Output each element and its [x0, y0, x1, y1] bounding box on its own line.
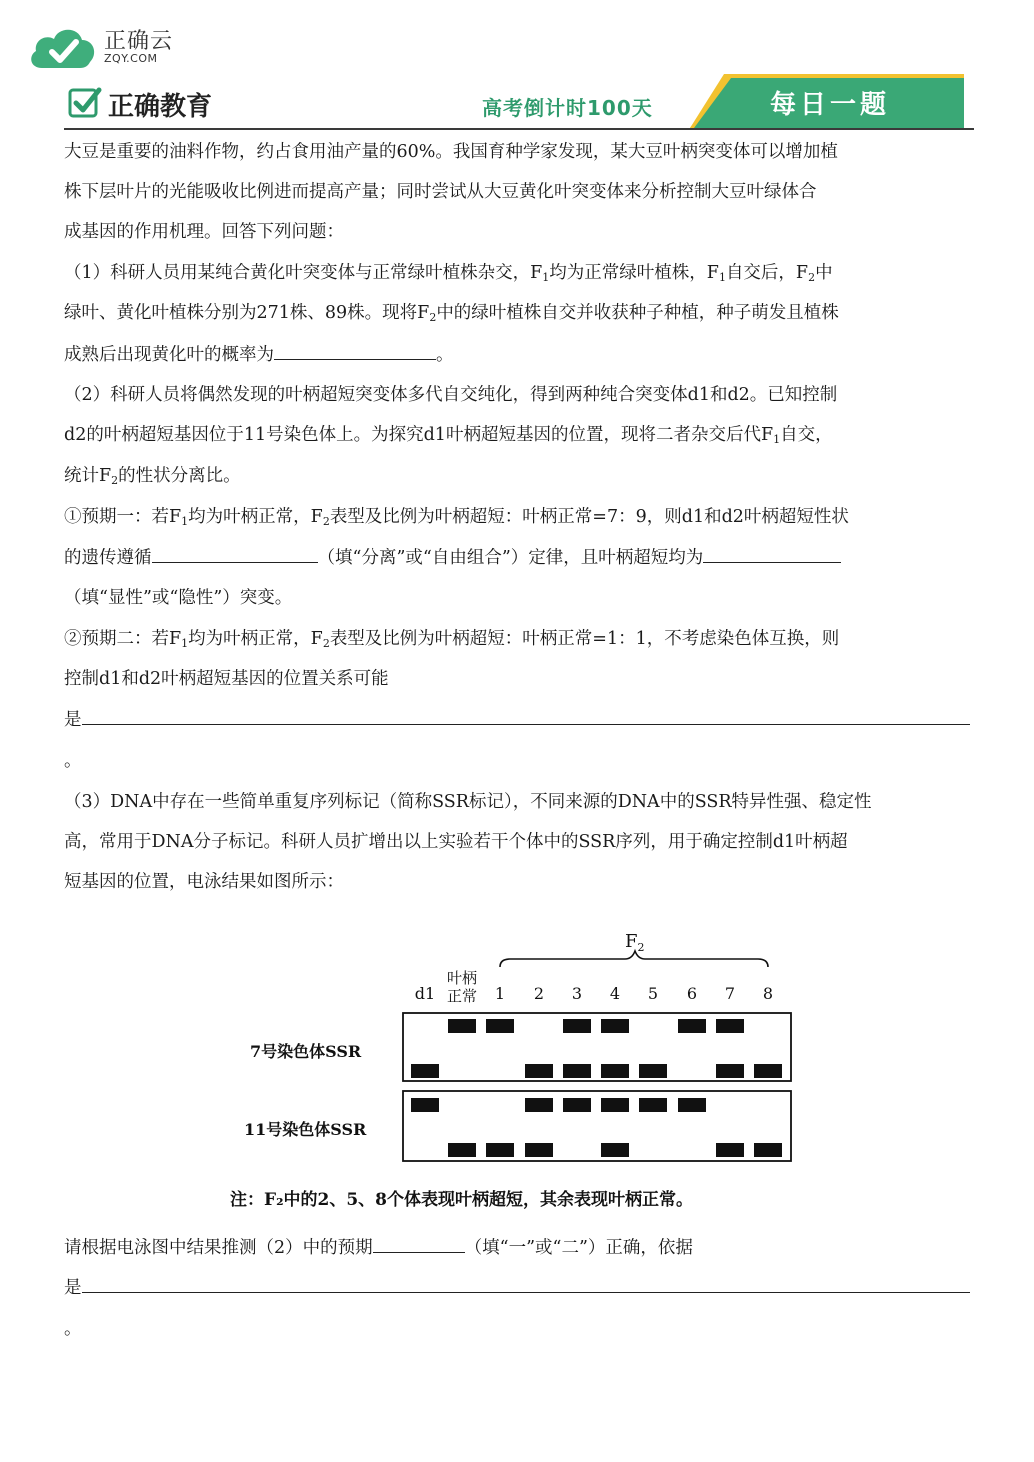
band-chr11-upper-lane-3 [525, 1098, 553, 1112]
answer-blank-3[interactable] [703, 544, 841, 563]
band-chr11-upper-lane-5 [601, 1098, 629, 1112]
band-chr7-upper-lane-5 [601, 1019, 629, 1033]
band-chr11-lower-lane-3 [525, 1143, 553, 1157]
part3-line-1: （3）DNA中存在一些简单重复序列标记（简称SSR标记），不同来源的DNA中的SSR特异性强、稳定性 [64, 792, 872, 812]
lane-label-5: 5 [647, 984, 659, 1003]
intro-line-3: 成基因的作用机理。回答下列问题： [64, 222, 344, 242]
lane-label-7: 7 [724, 984, 736, 1003]
band-chr11-lower-lane-2 [486, 1143, 514, 1157]
band-chr11-upper-lane-7 [678, 1098, 706, 1112]
lane-label-4: 4 [609, 984, 621, 1003]
part1-line-1: （1）科研人员用某纯合黄化叶突变体与正常绿叶植株杂交，$F_1$均为正常绿叶植株，$F_1$自交后，$F_2$中 [64, 263, 833, 284]
part3-line-3: 短基因的位置，电泳结果如图所示： [64, 872, 344, 892]
chr7-row-label: 7号染色体SSR [250, 1042, 362, 1061]
band-chr7-lower-lane-0 [411, 1064, 439, 1078]
logo-name: 正确云 [104, 29, 174, 54]
answer-blank-4[interactable] [82, 706, 970, 725]
band-chr7-lower-lane-4 [563, 1064, 591, 1078]
band-chr11-lower-lane-1 [448, 1143, 476, 1157]
part3-line-2: 高，常用于DNA分子标记。科研人员扩增出以上实验若干个体中的SSR序列，用于确定控制d1叶柄超 [64, 832, 848, 852]
electrophoresis-figure [230, 925, 870, 1220]
part2-line-1: （2）科研人员将偶然发现的叶柄超短突变体多代自交纯化，得到两种纯合突变体d1和d2。已知控制 [64, 385, 838, 405]
band-chr11-lower-lane-8 [716, 1143, 744, 1157]
banner-title: 每日一题 [770, 90, 891, 120]
lane-label-normal-top: 叶柄 [446, 969, 478, 987]
band-chr7-lower-lane-8 [716, 1064, 744, 1078]
band-chr11-upper-lane-6 [639, 1098, 667, 1112]
intro-line-2: 株下层叶片的光能吸收比例进而提高产量；同时尝试从大豆黄化叶突变体来分析控制大豆叶绿体合 [64, 182, 817, 202]
part2-line-3: 统计$F_2$的性状分离比。 [64, 466, 241, 487]
expect2-line-3: 是 [64, 706, 970, 733]
final-line-2: 是 [64, 1274, 970, 1301]
lane-label-6: 6 [686, 984, 698, 1003]
answer-blank-6[interactable] [82, 1274, 970, 1293]
lane-label-3: 3 [571, 984, 583, 1003]
brand-name: 正确教育 [108, 92, 213, 122]
logo-domain: ZQY.COM [104, 52, 158, 65]
final-line-3: 。 [64, 1319, 82, 1339]
band-chr11-upper-lane-4 [563, 1098, 591, 1112]
band-chr11-lower-lane-9 [754, 1143, 782, 1157]
answer-blank-1[interactable] [274, 341, 436, 360]
figure-note: 注：F₂中的2、5、8个体表现叶柄超短，其余表现叶柄正常。 [230, 1190, 693, 1210]
band-chr7-lower-lane-5 [601, 1064, 629, 1078]
part1-line-3: 成熟后出现黄化叶的概率为 。 [64, 341, 454, 368]
band-chr11-lower-lane-5 [601, 1143, 629, 1157]
final-line-1: 请根据电泳图中结果推测（2）中的预期 （填“一”或“二”）正确，依据 [64, 1234, 693, 1261]
band-chr7-lower-lane-9 [754, 1064, 782, 1078]
answer-blank-2[interactable] [152, 544, 318, 563]
part2-line-2: d2的叶柄超短基因位于11号染色体上。为探究d1叶柄超短基因的位置，现将二者杂交后代$F_1$自交， [64, 425, 833, 446]
expect1-line-3: （填“显性”或“隐性”）突变。 [64, 588, 293, 608]
answer-blank-5[interactable] [373, 1234, 465, 1253]
header-divider [64, 128, 974, 130]
lane-label-8: 8 [762, 984, 774, 1003]
lane-label-2: 2 [533, 984, 545, 1003]
lane-label-normal-bottom: 正常 [446, 987, 478, 1005]
expect1-line-2: 的遗传遵循 （填“分离”或“自由组合”）定律，且叶柄超短均为 [64, 544, 841, 571]
checkbox-brand-icon [68, 86, 102, 120]
part1-line-2: 绿叶、黄化叶植株分别为271株、89株。现将$F_2$中的绿叶植株自交并收获种子种植，种子萌发且植株 [64, 303, 839, 324]
band-chr7-upper-lane-7 [678, 1019, 706, 1033]
cloud-check-logo-icon [28, 22, 98, 72]
chr11-row-label: 11号染色体SSR [244, 1120, 367, 1139]
f2-brace [500, 951, 768, 967]
lane-label-d1: d1 [414, 984, 436, 1003]
band-chr7-upper-lane-8 [716, 1019, 744, 1033]
band-chr7-upper-lane-4 [563, 1019, 591, 1033]
expect2-line-4: 。 [64, 751, 82, 771]
expect1-line-1: ①预期一：若$F_1$均为叶柄正常，$F_2$表型及比例为叶柄超短：叶柄正常=7：9，则d1和d2叶柄超短性状 [64, 507, 849, 528]
band-chr7-lower-lane-3 [525, 1064, 553, 1078]
expect2-line-2: 控制d1和d2叶柄超短基因的位置关系可能 [64, 669, 389, 689]
band-chr7-upper-lane-2 [486, 1019, 514, 1033]
band-chr11-upper-lane-0 [411, 1098, 439, 1112]
lane-label-1: 1 [494, 984, 506, 1003]
countdown-text: 高考倒计时100天 [482, 96, 653, 120]
expect2-line-1: ②预期二：若$F_1$均为叶柄正常，$F_2$表型及比例为叶柄超短：叶柄正常=1：1，不考虑染色体互换，则 [64, 629, 840, 650]
band-chr7-upper-lane-1 [448, 1019, 476, 1033]
intro-line-1: 大豆是重要的油料作物，约占食用油产量的60%。我国育种学家发现，某大豆叶柄突变体可以增加植 [64, 142, 838, 162]
band-chr7-lower-lane-6 [639, 1064, 667, 1078]
f2-label: $F_2$ [625, 931, 645, 954]
